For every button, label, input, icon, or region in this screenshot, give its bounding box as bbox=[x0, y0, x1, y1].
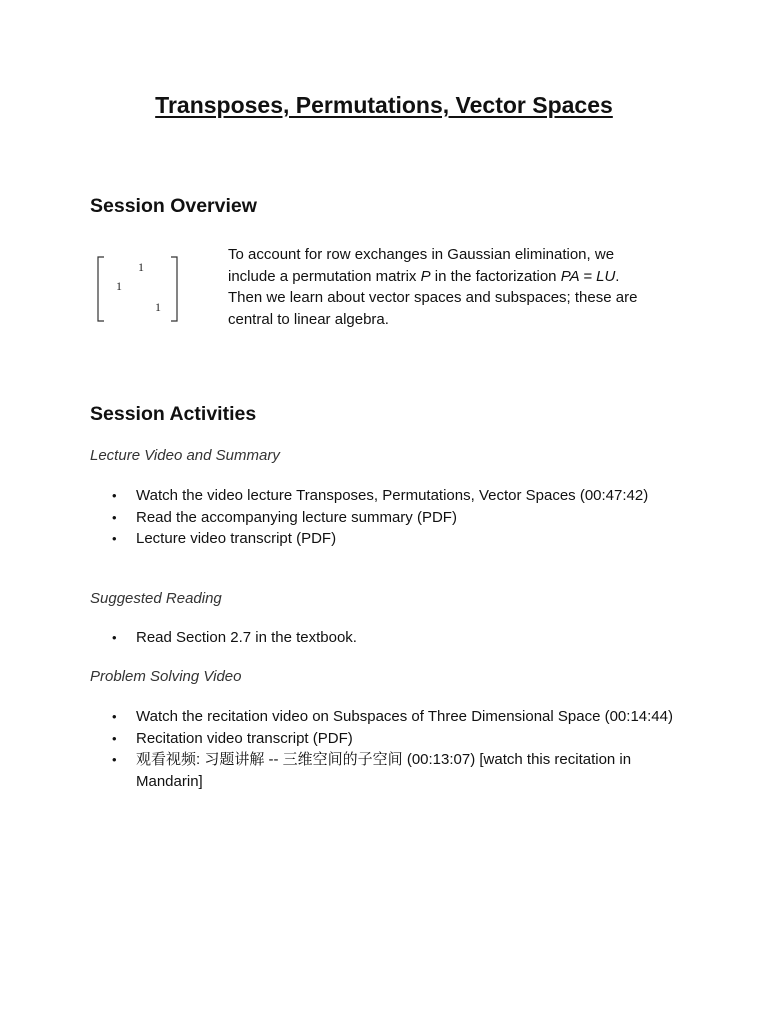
matrix-entry-2: 1 bbox=[116, 279, 122, 293]
session-overview-heading: Session Overview bbox=[90, 195, 257, 217]
overview-line-2 bbox=[228, 266, 698, 288]
matrix-entry-1: 1 bbox=[138, 260, 144, 274]
list-item-watch-lecture[interactable]: • Watch the video lecture Transposes, Permutations, Vector Spaces (00:47:42) bbox=[108, 485, 698, 507]
list-item-recitation-transcript[interactable]: • Recitation video transcript (PDF) bbox=[108, 728, 698, 750]
overview-equation: PA = LU bbox=[560, 267, 616, 285]
overview-variable-p: P bbox=[420, 267, 431, 285]
overview-line-2-mid: in the factorization bbox=[430, 267, 561, 285]
suggested-reading-subheading: Suggested Reading bbox=[90, 590, 222, 607]
list-item-read-section: • Read Section 2.7 in the textbook. bbox=[108, 627, 698, 649]
page-title bbox=[0, 92, 768, 119]
matrix-right-bracket bbox=[171, 257, 177, 321]
lecture-video-subheading: Lecture Video and Summary bbox=[90, 447, 280, 464]
page-title-text: Transposes, Permutations, Vector Spaces bbox=[155, 92, 613, 118]
list-item-lecture-summary[interactable]: • Read the accompanying lecture summary (PDF) bbox=[108, 507, 698, 529]
matrix-entry-3: 1 bbox=[155, 300, 161, 314]
overview-line-2-pre: include a permutation matrix bbox=[228, 267, 421, 285]
list-item-lecture-transcript[interactable]: • Lecture video transcript (PDF) bbox=[108, 528, 698, 550]
overview-line-1: To account for row exchanges in Gaussian elimination, we bbox=[228, 246, 615, 263]
matrix-left-bracket bbox=[98, 257, 104, 321]
lecture-items-list bbox=[108, 485, 698, 550]
session-activities-heading: Session Activities bbox=[90, 403, 257, 425]
overview-line-3: Then we learn about vector spaces and subspaces; these are bbox=[228, 289, 638, 306]
problem-items-list bbox=[108, 706, 698, 792]
overview-line-2-end: . bbox=[615, 267, 620, 285]
problem-solving-subheading: Problem Solving Video bbox=[90, 668, 242, 685]
reading-items-list bbox=[108, 627, 698, 649]
list-item-watch-recitation[interactable]: • Watch the recitation video on Subspaces of Three Dimensional Space (00:14:44) bbox=[108, 706, 698, 728]
list-item-mandarin-recitation[interactable]: • 观看视频: 习题讲解 -- 三维空间的子空间 (00:13:07) [watch this recitation in Mandarin] bbox=[108, 749, 698, 792]
overview-line-4: central to linear algebra. bbox=[228, 310, 389, 328]
permutation-matrix-figure bbox=[95, 254, 181, 324]
permutation-matrix-svg bbox=[95, 254, 181, 324]
session-overview-text bbox=[228, 244, 698, 330]
